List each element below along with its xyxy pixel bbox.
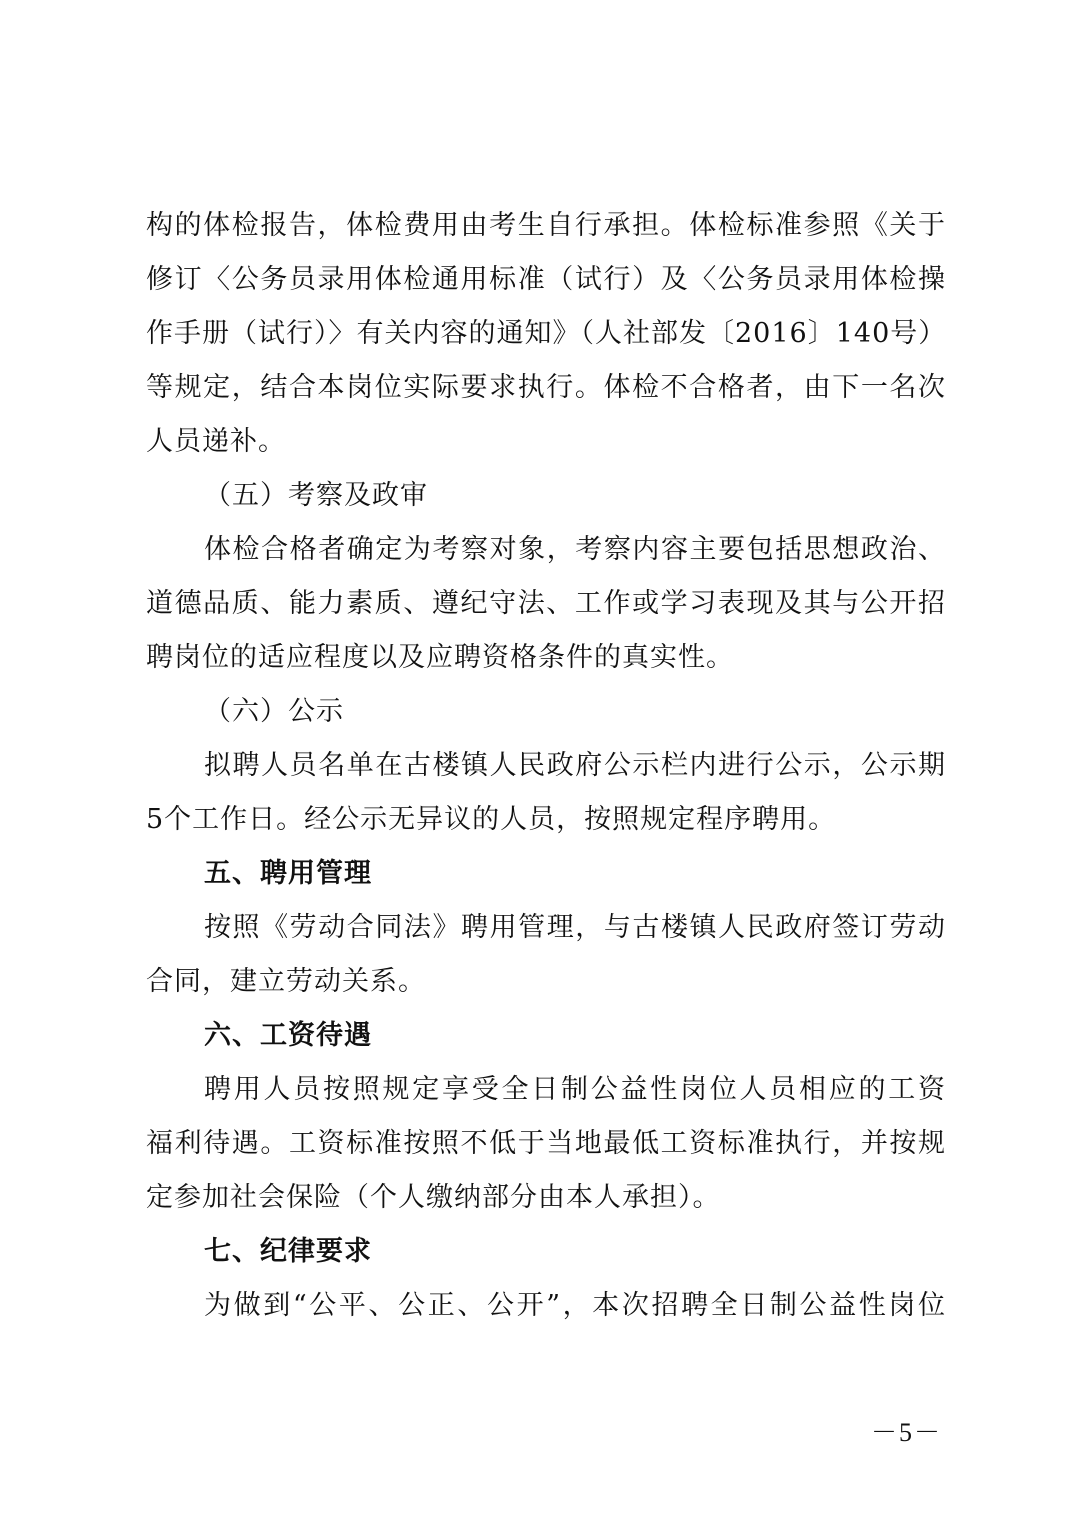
- section-heading-salary: 六、工资待遇: [204, 1020, 372, 1051]
- page-number: －5－: [870, 1418, 942, 1447]
- body-line: 为做到“公平、公正、公开”，本次招聘全日制公益性岗位: [204, 1290, 946, 1321]
- body-line: 拟聘人员名单在古楼镇人民政府公示栏内进行公示，公示期: [204, 750, 946, 781]
- body-line: 作手册（试行）〉有关内容的通知》（人社部发〔2016〕140号）: [146, 318, 947, 349]
- document-body: [146, 199, 946, 1333]
- body-line: 等规定，结合本岗位实际要求执行。体检不合格者，由下一名次: [146, 372, 946, 403]
- subsection-heading-investigation: （五）考察及政审: [204, 480, 428, 511]
- body-line: 道德品质、能力素质、遵纪守法、工作或学习表现及其与公开招: [146, 588, 946, 619]
- body-line: 合同，建立劳动关系。: [146, 966, 426, 997]
- body-line: 按照《劳动合同法》聘用管理，与古楼镇人民政府签订劳动: [204, 912, 946, 943]
- body-line: 5个工作日。经公示无异议的人员，按照规定程序聘用。: [146, 804, 837, 835]
- subsection-heading-publicity: （六）公示: [204, 696, 344, 727]
- body-line: 构的体检报告，体检费用由考生自行承担。体检标准参照《关于: [146, 210, 946, 241]
- body-line: 体检合格者确定为考察对象，考察内容主要包括思想政治、: [204, 534, 946, 565]
- section-heading-discipline: 七、纪律要求: [204, 1236, 372, 1267]
- body-line: 聘岗位的适应程度以及应聘资格条件的真实性。: [146, 642, 734, 673]
- body-line: 人员递补。: [146, 426, 286, 457]
- body-line: 定参加社会保险（个人缴纳部分由本人承担）。: [146, 1182, 721, 1213]
- section-heading-employment-management: 五、聘用管理: [204, 858, 372, 889]
- body-line: 聘用人员按照规定享受全日制公益性岗位人员相应的工资: [204, 1074, 946, 1105]
- body-line: 福利待遇。工资标准按照不低于当地最低工资标准执行，并按规: [146, 1128, 946, 1159]
- body-line: 修订〈公务员录用体检通用标准（试行）及〈公务员录用体检操: [146, 264, 946, 295]
